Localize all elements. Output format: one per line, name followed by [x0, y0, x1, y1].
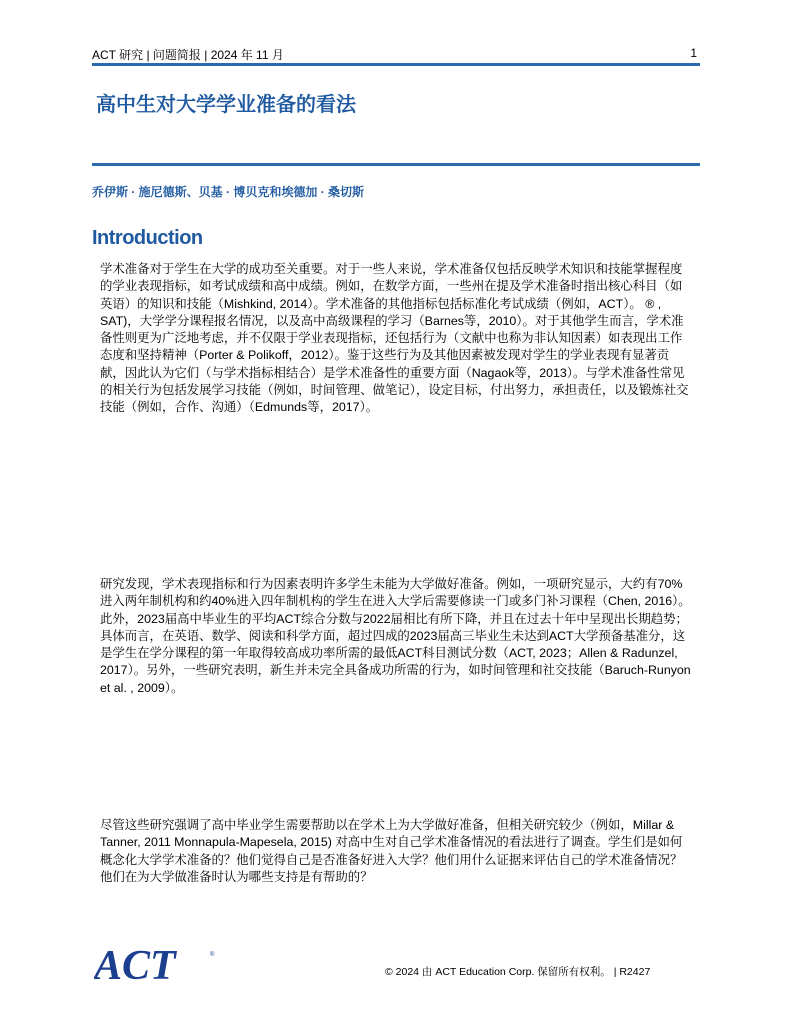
page-number: 1 [690, 46, 697, 60]
page-title: 高中生对大学学业准备的看法 [96, 94, 356, 116]
authors: 乔伊斯 · 施尼德斯、贝基 · 博贝克和埃德加 · 桑切斯 [92, 185, 364, 199]
header-source: ACT 研究 | 问题简报 | 2024 年 11 月 [92, 48, 284, 62]
paragraph-1: 学术准备对于学生在大学的成功至关重要。对于一些人来说，学术准备仅包括反映学术知识和技能掌握程度的学业表现指标，如考试成绩和高中成绩。例如，在数学方面，一些州在提及学术准备时指出核心科目（如英语）的知识和技能（Mishkind, 2014）。学术准备的其他指标包括标准化考试成绩（例如，ACT）。 ® , SAT)，大学学分课程报名情况，以及高中高级课程的学习（Barnes等，2010）。对于其他学生而言，学术准备性则更为广泛地考虑，并不仅限于学业表现指标，还包括行为（文献中也称为非认知因素）如表现出工作态度和坚持精神（Porter & Polikoff，2012）。鉴于这些行为及其他因素被发现对学生的学业表现有显著贡献，因此认为它们（与学术指标相结合）是学术准备性的重要方面（Nagaok等，2013）。与学术准备性常见的相关行为包括发展学习技能（例如，时间管理、做笔记），设定目标，付出努力，承担责任，以及锻炼社交技能（例如，合作、沟通）（Edmunds等，2017）。 [100, 262, 689, 415]
header-rule [92, 63, 700, 66]
svg-text:®: ® [210, 952, 215, 958]
paragraph-2: 研究发现，学术表现指标和行为因素表明许多学生未能为大学做好准备。例如，一项研究显示，大约有70%进入两年制机构和约40%进入四年制机构的学生在进入大学后需要修读一门或多门补习课程（Chen, 2016）。此外，2023届高中毕业生的平均ACT综合分数与2022届相比有所下降，并且在过去十年中呈现出长期趋势；具体而言，在英语、数学、阅读和科学方面，超过四成的2023届高三毕业生未达到ACT大学预备基准分，这是学生在学分课程的第一年取得较高成功率所需的最低ACT科目测试分数（ACT, 2023；Allen & Radunzel, 2017）。另外，一些研究表明，新生并未完全具备成功所需的行为，如时间管理和社交技能（Baruch-Runyon et al. , 2009）。 [100, 577, 691, 695]
section-heading: Introduction [92, 227, 203, 249]
footer-copyright: © 2024 由 ACT Education Corp. 保留所有权利。 | R2427 [385, 966, 651, 978]
act-logo-text: ACT [94, 944, 176, 984]
act-logo [94, 944, 218, 984]
paragraph-3: 尽管这些研究强调了高中毕业学生需要帮助以在学术上为大学做好准备，但相关研究较少（例如，Millar & Tanner, 2011 Monnapula-Mapesela, 2015) 对高中生对自己学术准备情况的看法进行了调查。学生们是如何概念化大学学术准备的？他们觉得自己是否准备好进入大学？他们用什么证据来评估自己的学术准备情况？他们在为大学做准备时认为哪些支持是有帮助的？ [100, 818, 683, 884]
title-rule [92, 163, 700, 166]
